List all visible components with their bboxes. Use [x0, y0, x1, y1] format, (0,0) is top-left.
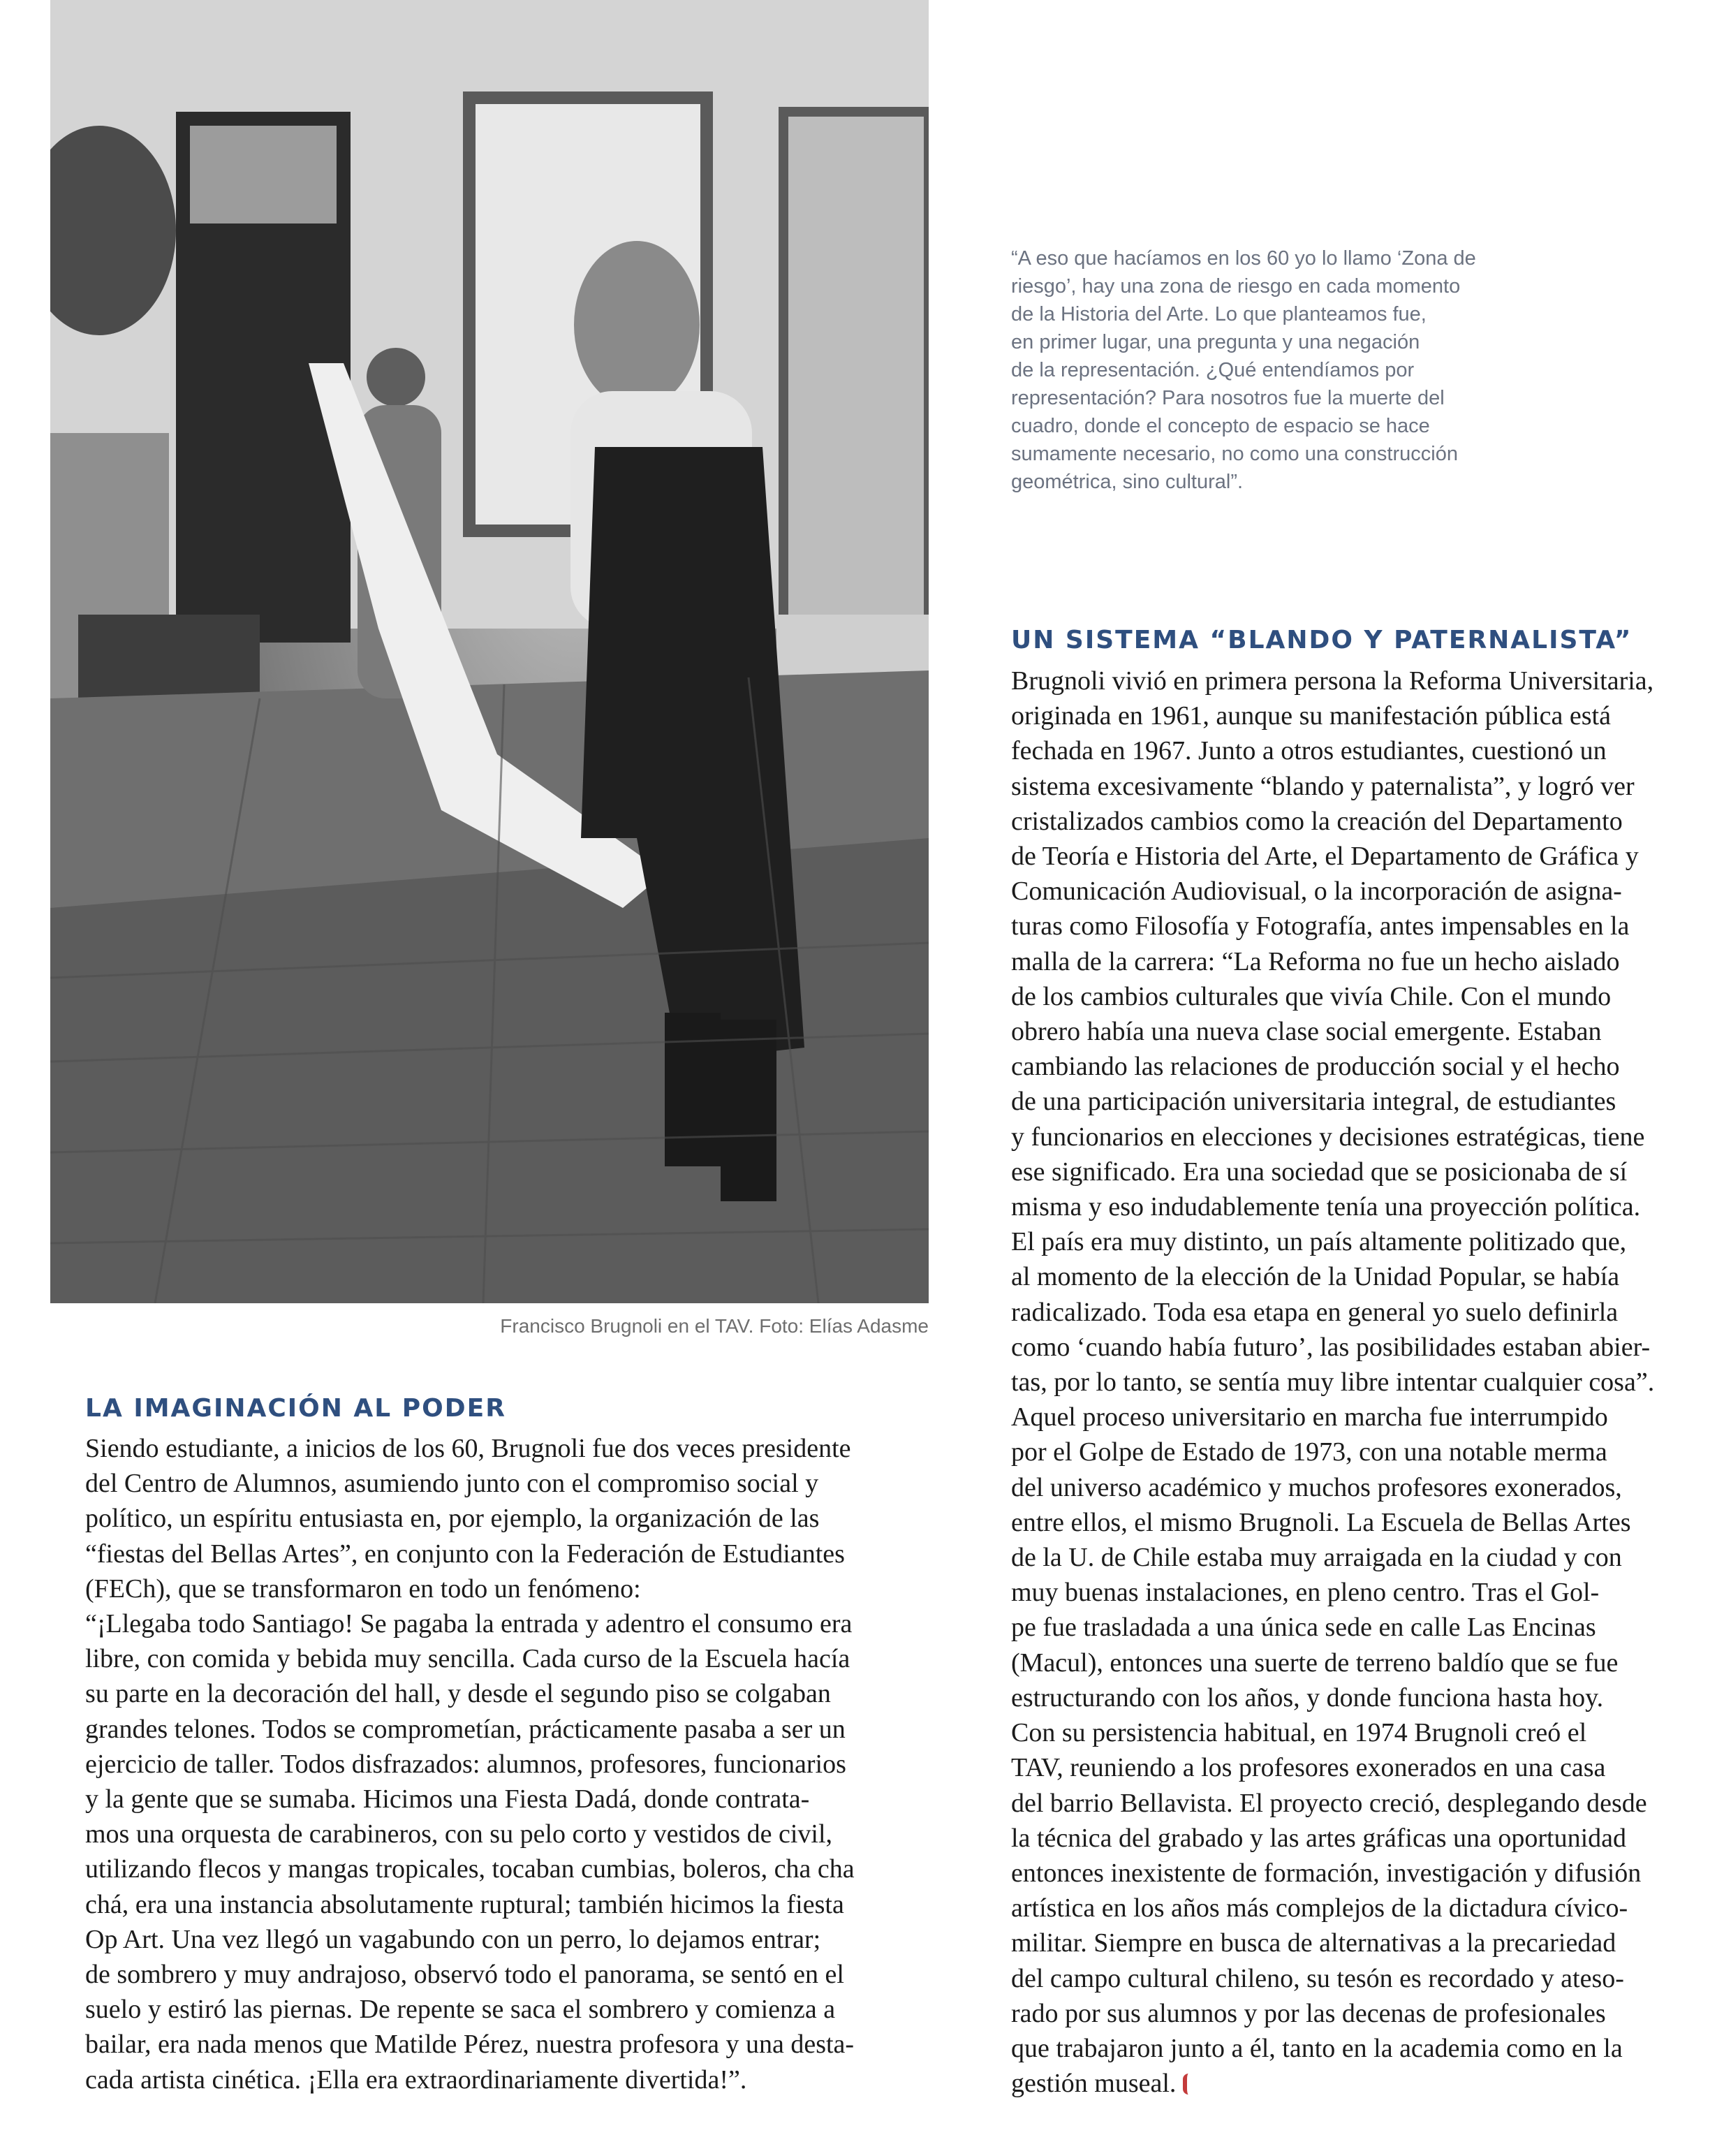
body-line: Con su persistencia habitual, en 1974 Brugnoli creó el — [1011, 1718, 1587, 1748]
body-line: estructurando con los años, y donde funciona hasta hoy. — [1011, 1682, 1604, 1713]
quote-line: representación? Para nosotros fue la muerte del — [1011, 387, 1445, 409]
body-line: por el Golpe de Estado de 1973, con una notable merma — [1011, 1437, 1607, 1467]
body-line: radicalizado. Toda esa etapa en general yo suelo definirla — [1011, 1297, 1619, 1327]
body-line: suelo y estiró las piernas. De repente se saca el sombrero y comienza a — [85, 1995, 836, 2025]
body-line: TAV, reuniendo a los profesores exonerados en una casa — [1011, 1753, 1606, 1783]
body-line: del universo académico y muchos profesores exonerados, — [1011, 1472, 1622, 1502]
section-heading-right: UN SISTEMA “BLANDO Y PATERNALISTA” — [1011, 626, 1633, 654]
body-line: de sombrero y muy andrajoso, observó todo el panorama, se sentó en el — [85, 1960, 844, 1990]
body-line: cristalizados cambios como la creación del Departamento — [1011, 806, 1623, 836]
body-column-right — [1011, 663, 1702, 2101]
body-line-last — [1011, 2066, 1702, 2101]
body-line: su parte en la decoración del hall, y desde el segundo piso se colgaban — [85, 1679, 831, 1709]
body-line: del barrio Bellavista. El proyecto creció, desplegando desde — [1011, 1788, 1647, 1818]
body-line: de Teoría e Historia del Arte, el Departamento de Gráfica y — [1011, 842, 1639, 872]
body-line: malla de la carrera: “La Reforma no fue un hecho aislado — [1011, 946, 1620, 976]
photo-illustration — [50, 0, 929, 1303]
pull-quote — [1011, 244, 1500, 496]
body-line: militar. Siempre en busca de alternativas a la precariedad — [1011, 1928, 1616, 1958]
section-heading-left: LA IMAGINACIÓN AL PODER — [85, 1394, 506, 1423]
body-line: y la gente que se sumaba. Hicimos una Fiesta Dadá, donde contrata- — [85, 1784, 810, 1814]
body-line: del campo cultural chileno, su tesón es recordado y ateso- — [1011, 1963, 1624, 1993]
quote-line: de la representación. ¿Qué entendíamos por — [1011, 359, 1415, 381]
article-photo — [50, 0, 929, 1303]
body-line: utilizando flecos y mangas tropicales, tocaban cumbias, boleros, cha cha — [85, 1854, 855, 1884]
body-line: de los cambios culturales que vivía Chile. Con el mundo — [1011, 981, 1612, 1011]
body-line: bailar, era nada menos que Matilde Pérez, nuestra profesora y una desta- — [85, 2030, 855, 2060]
body-line: rado por sus alumnos y por las decenas de profesionales — [1011, 1998, 1606, 2028]
body-line: pe fue trasladada a una única sede en calle Las Encinas — [1011, 1613, 1596, 1643]
end-mark-icon — [1183, 2074, 1197, 2095]
body-line: muy buenas instalaciones, en pleno centro. Tras el Gol- — [1011, 1578, 1600, 1608]
body-line: “¡Llegaba todo Santiago! Se pagaba la entrada y adentro el consumo era — [85, 1609, 853, 1639]
body-line: Siendo estudiante, a inicios de los 60, Brugnoli fue dos veces presidente — [85, 1434, 851, 1463]
body-line: del Centro de Alumnos, asumiendo junto con el compromiso social y — [85, 1469, 819, 1499]
body-line: Comunicación Audiovisual, o la incorporación de asigna- — [1011, 877, 1622, 907]
body-line: entre ellos, el mismo Brugnoli. La Escuela de Bellas Artes — [1011, 1507, 1631, 1537]
body-line: ese significado. Era una sociedad que se posicionaba de sí — [1011, 1157, 1628, 1187]
body-line: “fiestas del Bellas Artes”, en conjunto con la Federación de Estudiantes — [85, 1539, 845, 1569]
body-line: cada artista cinética. ¡Ella era extraordinariamente divertida!”. — [85, 2065, 747, 2095]
body-line: ejercicio de taller. Todos disfrazados: alumnos, profesores, funcionarios — [85, 1749, 846, 1779]
body-line: turas como Filosofía y Fotografía, antes impensables en la — [1011, 911, 1630, 941]
body-line: artística en los años más complejos de la dictadura cívico- — [1011, 1893, 1628, 1923]
body-line: grandes telones. Todos se comprometían, prácticamente pasaba a ser un — [85, 1714, 846, 1744]
quote-line: de la Historia del Arte. Lo que planteamos fue, — [1011, 303, 1427, 325]
quote-line: en primer lugar, una pregunta y una negación — [1011, 331, 1420, 353]
body-line: político, un espíritu entusiasta en, por ejemplo, la organización de las — [85, 1504, 820, 1534]
body-line: fechada en 1967. Junto a otros estudiantes, cuestionó un — [1011, 736, 1607, 766]
quote-line: sumamente necesario, no como una construcción — [1011, 443, 1458, 465]
body-line: Op Art. Una vez llegó un vagabundo con un perro, lo dejamos entrar; — [85, 1924, 821, 1954]
quote-line: geométrica, sino cultural”. — [1011, 471, 1244, 493]
body-line: libre, con comida y bebida muy sencilla. Cada curso de la Escuela hacía — [85, 1644, 850, 1674]
body-line: tas, por lo tanto, se sentía muy libre intentar cualquier cosa”. — [1011, 1367, 1655, 1398]
body-line: obrero había una nueva clase social emergente. Estaban — [1011, 1017, 1602, 1047]
body-line: al momento de la elección de la Unidad Popular, se había — [1011, 1262, 1620, 1292]
body-line-text: gestión museal. — [1011, 2069, 1177, 2099]
body-line: Aquel proceso universitario en marcha fue interrumpido — [1011, 1402, 1608, 1432]
body-line: originada en 1961, aunque su manifestación pública está — [1011, 701, 1611, 731]
body-line: chá, era una instancia absolutamente ruptural; también hicimos la fiesta — [85, 1889, 844, 1919]
body-line: la técnica del grabado y las artes gráficas una oportunidad — [1011, 1823, 1627, 1853]
body-line: como ‘cuando había futuro’, las posibilidades estaban abier- — [1011, 1332, 1651, 1362]
body-line: cambiando las relaciones de producción social y el hecho — [1011, 1052, 1620, 1082]
body-line: de una participación universitaria integral, de estudiantes — [1011, 1087, 1616, 1117]
quote-line: “A eso que hacíamos en los 60 yo lo llamo ‘Zona de — [1011, 247, 1476, 270]
body-column-left — [85, 1431, 930, 2097]
body-line: que trabajaron junto a él, tanto en la academia como en la — [1011, 2033, 1623, 2063]
body-line: sistema excesivamente “blando y paternalista”, y logró ver — [1011, 771, 1635, 801]
body-line: entonces inexistente de formación, investigación y difusión — [1011, 1858, 1642, 1888]
body-line: misma y eso indudablemente tenía una proyección política. — [1011, 1192, 1641, 1222]
body-line: y funcionarios en elecciones y decisiones estratégicas, tiene — [1011, 1122, 1645, 1152]
body-line: (FECh), que se transformaron en todo un fenómeno: — [85, 1574, 641, 1604]
body-line: (Macul), entonces una suerte de terreno baldío que se fue — [1011, 1648, 1619, 1678]
body-line: Brugnoli vivió en primera persona la Reforma Universitaria, — [1011, 666, 1654, 696]
body-line: mos una orquesta de carabineros, con su pelo corto y vestidos de civil, — [85, 1819, 833, 1849]
body-line: de la U. de Chile estaba muy arraigada en la ciudad y con — [1011, 1543, 1622, 1573]
photo-caption: Francisco Brugnoli en el TAV. Foto: Elías Adasme — [500, 1315, 929, 1337]
quote-line: riesgo’, hay una zona de riesgo en cada momento — [1011, 275, 1461, 298]
quote-line: cuadro, donde el concepto de espacio se hace — [1011, 415, 1430, 437]
body-line: El país era muy distinto, un país altamente politizado que, — [1011, 1227, 1627, 1257]
